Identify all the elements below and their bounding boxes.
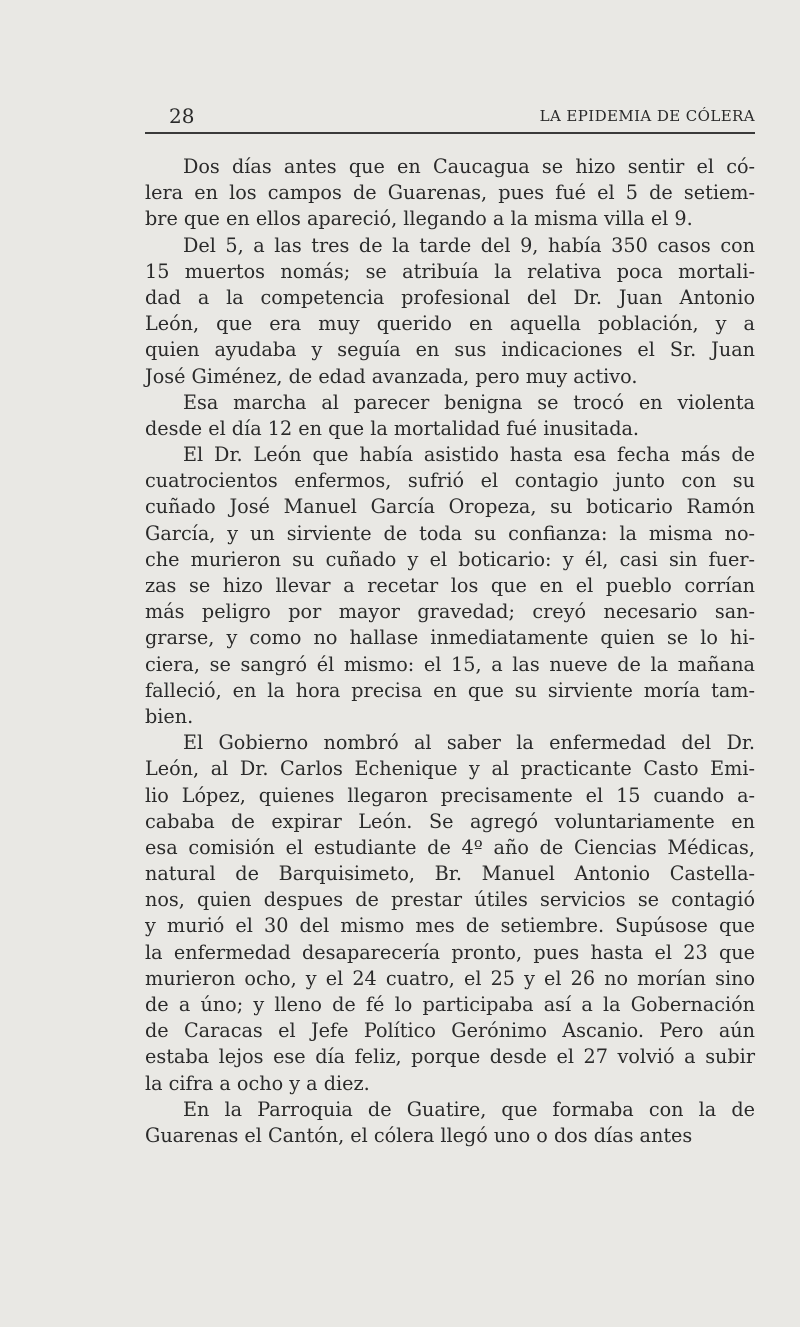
paragraph <box>145 1097 755 1149</box>
text-line: Esa marcha al parecer benigna se trocó en violenta <box>183 390 755 414</box>
text-line: nos, quien despues de prestar útiles servicios se contagió <box>145 888 755 912</box>
text-line: de Caracas el Jefe Político Gerónimo Ascanio. Pero aún <box>145 1019 755 1043</box>
paragraph <box>145 154 755 233</box>
text-line: quien ayudaba y seguía en sus indicaciones el Sr. Juan <box>145 338 755 362</box>
text-line: desde el día 12 en que la mortalidad fué inusitada. <box>145 416 640 440</box>
paragraph <box>145 442 755 730</box>
paragraph <box>145 390 755 442</box>
text-line: che murieron su cuñado y el boticario: y él, casi sin fuer- <box>145 547 755 571</box>
page-header <box>145 103 755 129</box>
paragraph <box>145 233 755 390</box>
page-number: 28 <box>169 104 195 128</box>
text-line: falleció, en la hora precisa en que su sirviente moría tam- <box>145 678 755 702</box>
text-line: ciera, se sangró él mismo: el 15, a las nueve de la mañana <box>145 652 755 676</box>
text-line: El Gobierno nombró al saber la enfermedad del Dr. <box>183 731 755 755</box>
text-line: natural de Barquisimeto, Br. Manuel Antonio Castella- <box>145 862 755 886</box>
text-line: lera en los campos de Guarenas, pues fué el 5 de setiem- <box>145 181 755 205</box>
text-line: la cifra a ocho y a diez. <box>145 1071 370 1095</box>
text-line: más peligro por mayor gravedad; creyó necesario san- <box>145 600 755 624</box>
text-line: grarse, y como no hallase inmediatamente quien se lo hi- <box>145 626 755 650</box>
text-line: León, al Dr. Carlos Echenique y al practicante Casto Emi- <box>145 757 755 781</box>
text-line: cuatrocientos enfermos, sufrió el contagio junto con su <box>145 469 755 493</box>
text-line: bre que en ellos apareció, llegando a la misma villa el 9. <box>145 207 693 231</box>
text-line: bien. <box>145 704 194 728</box>
text-line: estaba lejos ese día feliz, porque desde el 27 volvió a subir <box>145 1045 755 1069</box>
text-line: Del 5, a las tres de la tarde del 9, había 350 casos con <box>183 233 755 257</box>
text-line: Dos días antes que en Caucagua se hizo sentir el có- <box>183 155 755 178</box>
text-line: murieron ocho, y el 24 cuatro, el 25 y el 26 no morían sino <box>145 966 755 990</box>
text-line: 15 muertos nomás; se atribuía la relativa poca mortali- <box>145 259 755 283</box>
header-rule <box>145 132 755 134</box>
text-line: cababa de expirar León. Se agregó voluntariamente en <box>145 809 755 833</box>
text-line: León, que era muy querido en aquella población, y a <box>145 312 755 336</box>
text-line: y murió el 30 del mismo mes de setiembre. Supúsose que <box>145 914 755 938</box>
paragraph <box>145 730 755 1097</box>
text-line: José Giménez, de edad avanzada, pero muy activo. <box>145 364 638 388</box>
text-line: García, y un sirviente de toda su confianza: la misma no- <box>145 521 755 545</box>
text-line: Guarenas el Cantón, el cólera llegó uno o dos días antes <box>145 1123 693 1147</box>
text-line: lio López, quienes llegaron precisamente el 15 cuando a- <box>145 783 755 807</box>
text-line: El Dr. León que había asistido hasta esa fecha más de <box>183 443 755 467</box>
text-line: cuñado José Manuel García Oropeza, su boticario Ramón <box>145 495 755 519</box>
text-line: de a úno; y lleno de fé lo participaba así a la Gobernación <box>145 993 755 1016</box>
running-title: LA EPIDEMIA DE CÓLERA <box>539 107 755 125</box>
text-line: esa comisión el estudiante de 4º año de Ciencias Médicas, <box>145 835 755 859</box>
text-line: En la Parroquia de Guatire, que formaba con la de <box>183 1097 755 1121</box>
text-line: zas se hizo llevar a recetar los que en el pueblo corrían <box>145 574 755 597</box>
body-text <box>145 154 755 1149</box>
text-line: dad a la competencia profesional del Dr. Juan Antonio <box>145 285 755 309</box>
text-line: la enfermedad desaparecería pronto, pues hasta el 23 que <box>145 940 755 964</box>
